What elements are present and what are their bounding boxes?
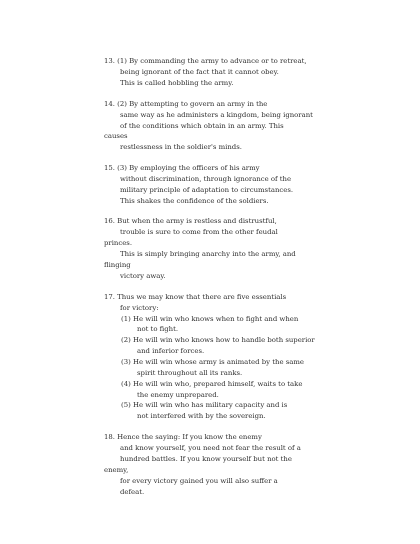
text-line: This is simply bringing anarchy into the army, and bbox=[120, 250, 296, 258]
text-line: flinging bbox=[104, 261, 131, 269]
text-line: restlessness in the soldier's minds. bbox=[120, 143, 242, 151]
text-line: military principle of adaptation to circumstances. bbox=[120, 186, 294, 194]
text-line: for every victory gained you will also suffer a bbox=[120, 477, 278, 485]
text-line: 16. But when the army is restless and distrustful, bbox=[104, 217, 277, 225]
text-line: 18. Hence the saying: If you know the enemy bbox=[104, 433, 262, 441]
text-line: victory away. bbox=[120, 272, 166, 280]
text-line: 14. (2) By attempting to govern an army in the bbox=[104, 100, 268, 108]
text-line: spirit throughout all its ranks. bbox=[137, 369, 243, 377]
text-line: hundred battles. If you know yourself but not the bbox=[120, 455, 292, 463]
text-line: and know yourself, you need not fear the result of a bbox=[120, 444, 301, 452]
text-line: enemy, bbox=[104, 466, 129, 474]
text-line: and inferior forces. bbox=[137, 347, 205, 355]
text-line: without discrimination, through ignorance of the bbox=[120, 175, 292, 183]
text-line: not to fight. bbox=[137, 325, 179, 333]
text-line: 13. (1) By commanding the army to advance or to retreat, bbox=[104, 57, 307, 65]
text-line: trouble is sure to come from the other feudal bbox=[120, 228, 278, 236]
text-line: of the conditions which obtain in an army. This bbox=[120, 122, 284, 130]
text-line: (1) He will win who knows when to fight and when bbox=[121, 315, 299, 323]
text-line: princes. bbox=[104, 239, 133, 247]
text-line: 17. Thus we may know that there are five essentials bbox=[104, 293, 287, 301]
text-line: defeat. bbox=[120, 488, 145, 496]
text-line: being ignorant of the fact that it cannot obey. bbox=[120, 68, 279, 76]
text-line: for victory: bbox=[120, 304, 159, 312]
text-line: not interfered with by the sovereign. bbox=[137, 412, 266, 420]
text-line: same way as he administers a kingdom, being ignorant bbox=[120, 111, 313, 119]
text-line: causes bbox=[104, 132, 128, 140]
text-line: (3) He will win whose army is animated by the same bbox=[121, 358, 304, 366]
text-line: This shakes the confidence of the soldiers. bbox=[120, 197, 269, 205]
text-line: 15. (3) By employing the officers of his army bbox=[104, 164, 260, 172]
text-line: This is called hobbling the army. bbox=[120, 79, 234, 87]
text-line: (5) He will win who has military capacity and is bbox=[121, 401, 288, 409]
text-line: (4) He will win who, prepared himself, waits to take bbox=[121, 380, 303, 388]
text-line: (2) He will win who knows how to handle both superior bbox=[121, 336, 315, 344]
text-line: the enemy unprepared. bbox=[137, 391, 219, 399]
